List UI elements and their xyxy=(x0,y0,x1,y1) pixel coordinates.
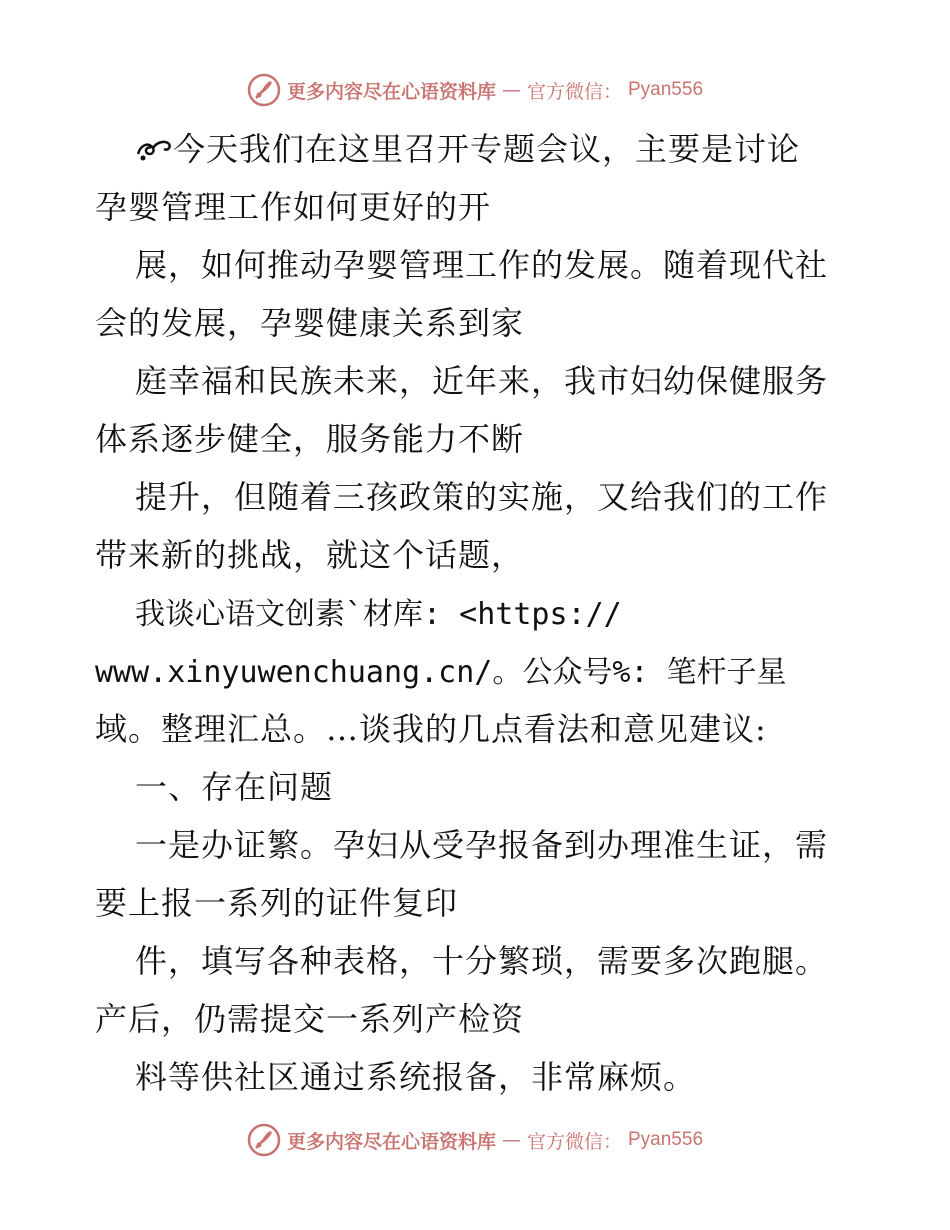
text-line-2: 孕婴管理工作如何更好的开 xyxy=(95,188,492,226)
paragraph-line xyxy=(95,468,865,526)
header-brand-text: 更多内容尽在心语资料库 xyxy=(286,80,496,103)
paragraph-line xyxy=(95,178,865,236)
text-line-7: 提升，但随着三孩政策的实施，又给我们的工作 xyxy=(135,478,829,516)
text-line-8: 带来新的挑战，就这个话题， xyxy=(95,536,525,574)
section-heading xyxy=(95,758,865,816)
paragraph-line xyxy=(95,990,865,1048)
paragraph-line xyxy=(95,584,865,642)
paragraph-line xyxy=(95,526,865,584)
text-line-4: 会的发展，孕婴健康关系到家 xyxy=(95,304,525,342)
text-line-9: 我谈心语文创素`材库: <https:// xyxy=(135,597,622,632)
text-line-16: 产后，仍需提交一系列产检资 xyxy=(95,1000,525,1038)
footer-official-text: 官方微信： xyxy=(526,1130,622,1153)
footer-wechat-id: Pyan556 xyxy=(628,1129,704,1150)
footer-brand-text: 更多内容尽在心语资料库 xyxy=(286,1130,496,1153)
paragraph-line xyxy=(95,352,865,410)
paragraph-line xyxy=(95,700,865,758)
paragraph-line xyxy=(95,120,865,178)
ornament-icon xyxy=(135,134,173,164)
document-body xyxy=(95,120,865,1106)
footer-separator: — xyxy=(501,1129,521,1151)
paragraph-line xyxy=(95,1048,865,1106)
header-official-text: 官方微信： xyxy=(526,80,622,103)
paragraph-line xyxy=(95,410,865,468)
text-line-15: 件，填写各种表格，十分繁琐，需要多次跑腿。 xyxy=(135,942,829,980)
paragraph-line xyxy=(95,932,865,990)
quill-logo-icon xyxy=(247,1123,281,1157)
paragraph-line xyxy=(95,294,865,352)
paragraph-line xyxy=(95,642,865,700)
text-line-17: 料等供社区通过系统报备，非常麻烦。 xyxy=(135,1058,697,1096)
paragraph-line xyxy=(95,236,865,294)
text-line-10: www.xinyuwenchuang.cn/。公众号%: 笔杆子星 xyxy=(95,655,787,690)
text-line-13: 一是办证繁。孕妇从受孕报备到办理准生证，需 xyxy=(135,826,829,864)
text-line-6: 体系逐步健全，服务能力不断 xyxy=(95,420,525,458)
header-watermark-banner xyxy=(0,70,950,110)
text-line-3: 展，如何推动孕婴管理工作的发展。随着现代社 xyxy=(135,246,829,284)
header-separator: — xyxy=(501,79,521,101)
paragraph-line xyxy=(95,816,865,874)
text-line-1: 今天我们在这里召开专题会议，主要是讨论 xyxy=(173,130,801,168)
footer-watermark-banner xyxy=(0,1120,950,1160)
paragraph-line xyxy=(95,874,865,932)
quill-logo-icon xyxy=(247,73,281,107)
text-line-12: 一、存在问题 xyxy=(135,768,334,806)
text-line-5: 庭幸福和民族未来，近年来，我市妇幼保健服务 xyxy=(135,362,829,400)
header-wechat-id: Pyan556 xyxy=(628,79,704,100)
text-line-14: 要上报一系列的证件复印 xyxy=(95,884,459,922)
text-line-11: 域。整理汇总。…谈我的几点看法和意见建议: xyxy=(95,710,767,748)
